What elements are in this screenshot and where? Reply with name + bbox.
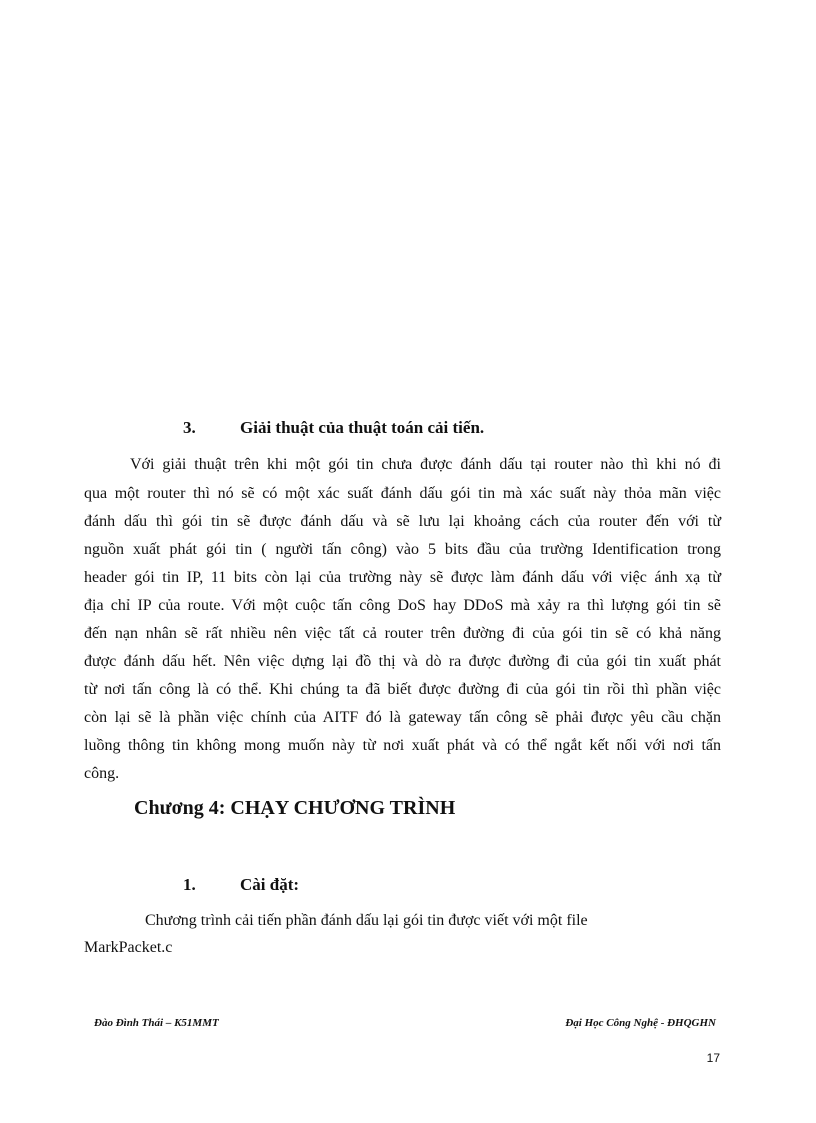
paragraph-line: Với giải thuật trên khi một gói tin chưa được đánh dấu tại router nào thì khi nó đi	[130, 456, 721, 473]
paragraph-line: Chương trình cải tiến phần đánh dấu lại gói tin được viết với một file	[145, 912, 588, 929]
page-number: 17	[706, 1051, 720, 1065]
paragraph-line: địa chỉ IP của route. Với một cuộc tấn công DoS hay DDoS mà xảy ra thì lượng gói tin sẽ	[84, 597, 721, 614]
paragraph-line: header gói tin IP, 11 bits còn lại của trường này sẽ được làm đánh dấu với việc ánh xạ từ	[84, 569, 721, 586]
footer-author: Đào Đình Thái – K51MMT	[94, 1017, 219, 1029]
section-1-title: Cài đặt:	[240, 875, 300, 894]
section-1-number: 1.	[183, 875, 196, 894]
chapter-title: Chương 4: CHẠY CHƯƠNG TRÌNH	[134, 797, 456, 819]
paragraph-line: đánh dấu thì gói tin sẽ được đánh dấu và sẽ lưu lại khoảng cách của router đến với từ	[84, 513, 721, 530]
paragraph-line: được đánh dấu hết. Nên việc dựng lại đồ thị và dò ra được đường đi của gói tin xuất phát	[84, 653, 721, 670]
paragraph-line: đến nạn nhân sẽ rất nhiều nên việc tất cả router trên đường đi của gói tin sẽ có khả năng	[84, 625, 721, 642]
section-3-title: Giải thuật của thuật toán cải tiến.	[240, 418, 485, 437]
paragraph-line: còn lại sẽ là phần việc chính của AITF đó là gateway tấn công sẽ phải được yêu cầu chặn	[84, 709, 721, 726]
footer-institution: Đại Học Công Nghệ - ĐHQGHN	[565, 1017, 716, 1029]
paragraph-line: công.	[84, 765, 120, 782]
section-3-number: 3.	[183, 418, 196, 437]
paragraph-line: qua một router thì nó sẽ có một xác suất đánh dấu gói tin mà xác suất này thỏa mãn việc	[84, 485, 721, 502]
paragraph-line: MarkPacket.c	[84, 939, 173, 956]
paragraph-line: nguồn xuất phát gói tin ( người tấn công) vào 5 bits đầu của trường Identification trong	[84, 541, 721, 558]
paragraph-line: từ nơi tấn công là có thể. Khi chúng ta đã biết được đường đi của gói tin rồi thì phần việc	[84, 681, 721, 698]
paragraph-line: luồng thông tin không mong muốn này từ nơi xuất phát và có thể ngắt kết nối với nơi tấn	[84, 737, 721, 754]
